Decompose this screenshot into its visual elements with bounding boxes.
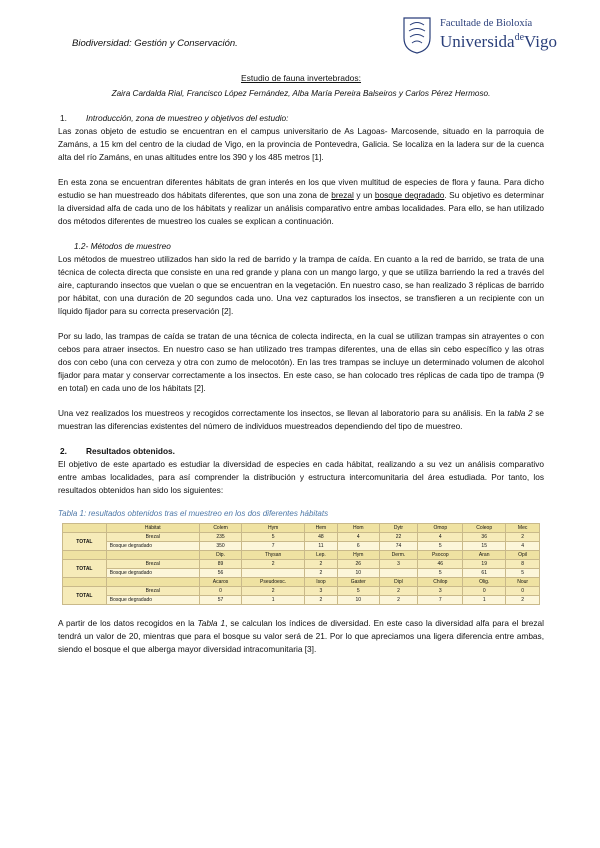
- table-cell: 89: [199, 560, 242, 569]
- table-cell: 235: [199, 533, 242, 542]
- habitat-header: Hábitat: [106, 524, 199, 533]
- table-cell: 3: [304, 587, 337, 596]
- table-cell: 350: [199, 542, 242, 551]
- table-cell: 2: [304, 560, 337, 569]
- table-cell: [379, 569, 418, 578]
- table-cell: 6: [338, 542, 380, 551]
- table-cell: Dipl: [379, 578, 418, 587]
- table-cell: 2: [242, 560, 305, 569]
- paragraph-diversity: A partir de los datos recogidos en la Tabla 1, se calculan los índices de diversidad. En este caso la diversidad alfa para el brezal tendrá un valor de 20, mientras que para el bosque su valor será de 21. Por lo que apreciamos una ligera diferencia entre ambas, siendo el bosque el que alberga mayor diversidad intracomunitaria [3].: [58, 618, 544, 654]
- authors-line: Zaira Cardalda Rial, Francisco López Fernández, Alba María Pereira Balseiros y Carlos Pérez Hermoso.: [111, 89, 491, 98]
- table-cell: 10: [338, 596, 380, 605]
- table-cell: 26: [338, 560, 380, 569]
- table-cell: 3: [418, 587, 463, 596]
- table-cell: 11: [304, 542, 337, 551]
- table-cell: Opil: [506, 551, 540, 560]
- row-label-brezal: Brezal: [106, 587, 199, 596]
- total-label: TOTAL: [63, 533, 107, 551]
- university-seal-icon: [402, 16, 432, 54]
- table-cell: 48: [304, 533, 337, 542]
- paragraph-study-area: Las zonas objeto de estudio se encuentran en el campus universitario de As Lagoas- Marcosende, situado en la parroquia de Zamáns, a 15 km del centro de la ciudad de Vigo, en la provincia de Pontevedra, Galicia. Se localiza en la ladera sur de la cuenca alta del río Zamáns, en unas altitudes entre los 390 y los 485 metros [1].: [58, 126, 544, 162]
- row-label-bosque: Bosque degradado: [106, 542, 199, 551]
- paragraph-results-intro: El objetivo de este apartado es estudiar la diversidad de especies en cada hábitat, realizando a su vez un análisis comparativo entre ambas localidades, para así comprender la distribución y estructura intercomunitaria del área estudiada. Por tanto, los resultados obtenidos han sido los siguientes:: [58, 459, 544, 495]
- table-cell: Psocop: [418, 551, 463, 560]
- table-cell: Isop: [304, 578, 337, 587]
- table-cell: Acaros: [199, 578, 242, 587]
- table-cell: 36: [463, 533, 506, 542]
- total-label: TOTAL: [63, 560, 107, 578]
- table-cell: 2: [379, 596, 418, 605]
- table-cell: 74: [379, 542, 418, 551]
- table-cell: Hym: [242, 524, 305, 533]
- table-cell: Chilop: [418, 578, 463, 587]
- table-cell: 1: [242, 596, 305, 605]
- table-cell: Gaster: [338, 578, 380, 587]
- table-row: [63, 542, 540, 551]
- table-cell: 2: [304, 569, 337, 578]
- table-cell: 2: [304, 596, 337, 605]
- table-cell: 8: [506, 560, 540, 569]
- paragraph-pitfall-traps: Por su lado, las trampas de caída se tratan de una técnica de colecta indirecta, en la cual se utilizan trampas sin atrayentes o con cebos para atraer insectos. En nuestro caso se han utilizado tres trampas diferentes, una de ellas sin cebo específico y las otras dos con cebo (una con cerveza y otra con zumo de melocotón). En las tres trampas se incluye un determinado volumen de alcohol fijador para matar y conservar correctamente a los insectos. En este caso, se han colocado tres réplicas de cada tipo de trampa (9 en total) en cada uno de los hábitats [2].: [58, 331, 544, 393]
- table-cell: [242, 569, 305, 578]
- table-cell: 0: [199, 587, 242, 596]
- row-label-bosque: Bosque degradado: [106, 596, 199, 605]
- table-cell: 5: [242, 533, 305, 542]
- table-cell: 46: [418, 560, 463, 569]
- row-label-brezal: Brezal: [106, 560, 199, 569]
- table-row: [63, 560, 540, 569]
- table-cell: 5: [418, 542, 463, 551]
- table-cell: 4: [506, 542, 540, 551]
- table-cell: 4: [418, 533, 463, 542]
- table-cell: 0: [506, 587, 540, 596]
- table-row: [63, 596, 540, 605]
- table-cell: 15: [463, 542, 506, 551]
- table-cell: Derm.: [379, 551, 418, 560]
- table-cell: Olig.: [463, 578, 506, 587]
- university-name: Universida$^{de}$Vigo: [440, 32, 558, 51]
- table-cell: 56: [199, 569, 242, 578]
- table-cell: 7: [242, 542, 305, 551]
- row-label-brezal: Brezal: [106, 533, 199, 542]
- document-body: [58, 72, 544, 656]
- running-header: Biodiversidad: Gestión y Conservación.: [72, 38, 238, 49]
- table-cell: Hem: [304, 524, 337, 533]
- table-cell: Thysan: [242, 551, 305, 560]
- results-table: [62, 523, 540, 605]
- table-cell: Dytr: [379, 524, 418, 533]
- total-label: TOTAL: [63, 587, 107, 605]
- section-1-heading: 1. Introducción, zona de muestreo y objetivos del estudio:: [60, 113, 289, 123]
- table-cell: 7: [418, 596, 463, 605]
- table-cell: 1: [463, 596, 506, 605]
- table-cell: 5: [338, 587, 380, 596]
- section-2-heading: 2. Resultados obtenidos.: [60, 446, 175, 456]
- table-caption: Tabla 1: resultados obtenidos tras el muestreo en los dos diferentes hábitats: [58, 509, 329, 518]
- paragraph-laboratory: Una vez realizados los muestreos y recogidos correctamente los insectos, se llevan al laboratorio para su análisis. En la tabla 2 se muestran las diferencias existentes del número de individuos muestreados dependiendo del tipo de muestreo.: [58, 408, 544, 431]
- table-header-row: [63, 524, 540, 533]
- table-cell: Hom: [338, 524, 380, 533]
- table-cell: Colem: [199, 524, 242, 533]
- table-cell: Hym: [338, 551, 380, 560]
- table-cell: 2: [379, 587, 418, 596]
- table-cell: 5: [418, 569, 463, 578]
- table-row: [63, 533, 540, 542]
- table-row: [63, 587, 540, 596]
- table-cell: Coleop: [463, 524, 506, 533]
- table-cell: Dip.: [199, 551, 242, 560]
- paragraph-sweep-net: Los métodos de muestreo utilizados han sido la red de barrido y la trampa de caída. En cuanto a la red de barrido, se trata de una técnica de colecta directa que consiste en una red grande y plana con un mango largo, y que se utiliza barriendo la red a través del aire, capturando insectos que vuelan o que se encuentran en la vegetación. En nuestro caso, se han realizado 3 réplicas de barrido por hábitat, con una duración de 20 segundos cada uno. Una vez capturados los insectos, se transfieren a un recipiente con un líquido fijador para su correcta preservación [2].: [58, 254, 544, 316]
- table-cell: 3: [379, 560, 418, 569]
- table-cell: 4: [338, 533, 380, 542]
- table-cell: Lep.: [304, 551, 337, 560]
- row-label-bosque: Bosque degradado: [106, 569, 199, 578]
- table-cell: 61: [463, 569, 506, 578]
- university-logo: [402, 16, 558, 58]
- paragraph-habitats: En esta zona se encuentran diferentes hábitats de gran interés en los que viven multitud de especies de flora y fauna. Para dicho estudio se han muestreado dos hábitats diferentes, que son una zona de brezal y un bosque degradado. Su objetivo es determinar la diversidad alfa de cada uno de los hábitats y realizar un análisis comparativo entre ambas localidades. Para ello, se han utilizado dos métodos diferentes de muestreo los cuales se explican a continuación.: [58, 177, 544, 226]
- table-cell: Omop: [418, 524, 463, 533]
- table-cell: 0: [463, 587, 506, 596]
- table-cell: Aran: [463, 551, 506, 560]
- table-cell: 19: [463, 560, 506, 569]
- table-cell: Mec: [506, 524, 540, 533]
- document-title: Estudio de fauna invertebrados:: [240, 73, 362, 83]
- subsection-1-2-heading: 1.2- Métodos de muestreo: [74, 241, 171, 251]
- table-row: [63, 569, 540, 578]
- table-cell: 2: [506, 533, 540, 542]
- table-cell: 2: [506, 596, 540, 605]
- table-cell: 5: [506, 569, 540, 578]
- table-header-row: [63, 551, 540, 560]
- table-header-row: [63, 578, 540, 587]
- table-cell: 10: [338, 569, 380, 578]
- table-cell: Pseudoesc.: [242, 578, 305, 587]
- faculty-name: Facultade de Bioloxía: [440, 18, 533, 29]
- table-cell: 2: [242, 587, 305, 596]
- table-cell: 22: [379, 533, 418, 542]
- table-cell: 57: [199, 596, 242, 605]
- table-cell: Nour: [506, 578, 540, 587]
